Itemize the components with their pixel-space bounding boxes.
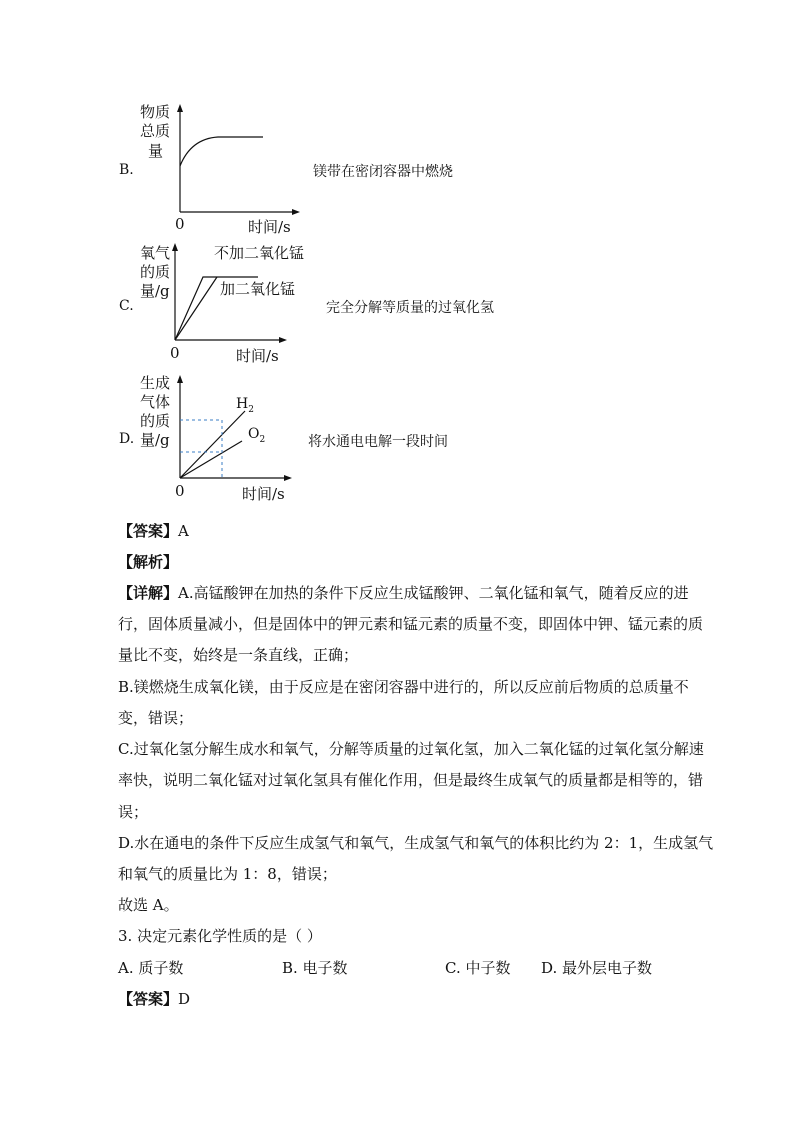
graph-c	[130, 238, 330, 368]
graph-b-ylabel-2: 总质	[140, 122, 171, 140]
graph-b-y-arrow	[177, 104, 183, 112]
graph-b-xlabel: 时间/s	[248, 218, 291, 236]
detail-tag: 【详解】	[118, 584, 179, 602]
graph-b-ylabel-3: 量	[148, 142, 164, 160]
graph-d-ylabel-1: 生成	[140, 374, 171, 392]
graph-c-x-arrow	[279, 337, 287, 343]
graph-d-xlabel: 时间/s	[242, 485, 285, 503]
answer-1-value: A	[178, 522, 189, 540]
graph-d-ylabel-2: 气体	[140, 393, 171, 411]
graph-c-y-arrow	[172, 243, 178, 251]
graph-d	[130, 368, 330, 508]
graph-c-ylabel-2: 的质	[140, 263, 171, 281]
graph-d-o2-label: $O_2$	[248, 426, 266, 445]
option-c-label: C.	[119, 298, 134, 314]
graph-d-ylabel-3: 的质	[140, 412, 171, 430]
graph-b-ylabel-1: 物质	[140, 103, 171, 121]
answer-2	[118, 988, 190, 1009]
detail-line-7: 率快，说明二氧化锰对过氧化氢具有催化作用，但是最终生成氧气的质量都是相等的，错	[118, 771, 704, 789]
choice-d[interactable]: D. 最外层电子数	[541, 959, 653, 977]
graph-c-xlabel: 时间/s	[236, 347, 279, 365]
detail-line-9: D.水在通电的条件下反应生成氢气和氧气，生成氢气和氧气的体积比约为 2：1，生成氢气	[118, 834, 714, 852]
detail-line-1-text: A.高锰酸钾在加热的条件下反应生成锰酸钾、二氧化锰和氧气，随着反应的进	[178, 584, 689, 602]
detail-line-6: C.过氧化氢分解生成水和氧气，分解等质量的过氧化氢，加入二氧化锰的过氧化氢分解速	[118, 740, 704, 758]
answer-1-tag: 【答案】	[118, 522, 179, 540]
graph-c-description: 完全分解等质量的过氧化氢	[326, 300, 494, 316]
detail-line-11: 故选 A。	[118, 896, 179, 914]
graph-c-curve-label-1: 不加二氧化锰	[214, 244, 305, 262]
question-3-text: 3. 决定元素化学性质的是（ ）	[118, 927, 322, 945]
option-d-label: D.	[119, 431, 135, 447]
detail-line-1	[118, 582, 689, 603]
choice-a[interactable]: A. 质子数	[118, 959, 184, 977]
graph-b-x-arrow	[292, 209, 300, 215]
choice-c[interactable]: C. 中子数	[445, 959, 511, 977]
graph-d-description: 将水通电电解一段时间	[308, 434, 448, 450]
graph-b	[130, 98, 310, 238]
detail-line-4: B.镁燃烧生成氧化镁，由于反应是在密闭容器中进行的，所以反应前后物质的总质量不	[118, 678, 689, 696]
graph-d-ylabel-4: 量/g	[140, 431, 170, 449]
answer-1	[118, 520, 189, 541]
graph-c-ylabel-3: 量/g	[140, 282, 170, 300]
graph-d-origin: 0	[175, 482, 185, 500]
detail-line-8: 误；	[118, 803, 149, 821]
detail-line-10: 和氧气的质量比为 1：8，错误；	[118, 865, 337, 883]
choice-b[interactable]: B. 电子数	[282, 959, 348, 977]
graph-b-description: 镁带在密闭容器中燃烧	[313, 164, 453, 180]
graph-c-origin: 0	[170, 344, 180, 362]
detail-line-5: 变，错误；	[118, 709, 194, 727]
graph-b-curve	[180, 137, 263, 166]
graph-d-h2-label: $H_2$	[236, 396, 254, 415]
graph-c-curve-without-mno2	[175, 277, 217, 340]
detail-line-3: 量比不变，始终是一条直线，正确；	[118, 646, 359, 664]
graph-c-ylabel-1: 氧气	[140, 244, 171, 262]
graph-c-curve-label-2: 加二氧化锰	[220, 280, 296, 298]
graph-d-x-arrow	[284, 475, 292, 481]
graph-b-origin: 0	[175, 215, 185, 233]
detail-line-2: 行，固体质量减小，但是固体中的钾元素和锰元素的质量不变，即固体中钾、锰元素的质	[118, 615, 704, 633]
answer-2-value: D	[178, 990, 191, 1008]
answer-2-tag: 【答案】	[118, 990, 179, 1008]
analysis-tag: 【解析】	[118, 553, 179, 571]
graph-d-y-arrow	[177, 375, 183, 383]
option-b-label: B.	[119, 162, 134, 178]
